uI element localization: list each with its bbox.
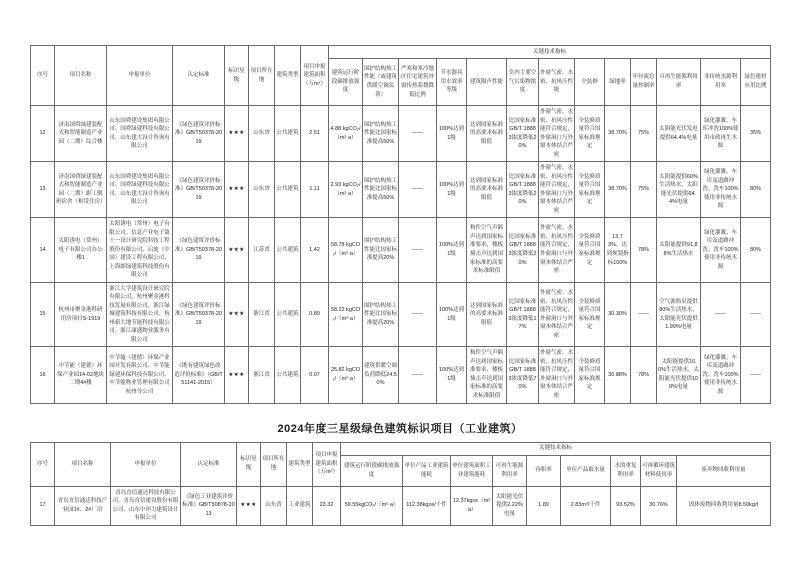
table-cell: 100%达到1级 (437, 162, 467, 218)
table-cell: 78% (631, 218, 657, 283)
table-cell: 济南国舜绿建装配式和智能制造产业园（二期）综合楼 (55, 106, 107, 162)
table-header (31, 442, 771, 486)
column-header: 建筑类型 (287, 442, 313, 486)
table-cell: 太阳能光伏提供2.22%电量 (493, 486, 527, 525)
table-cell: 0.07 (301, 347, 329, 403)
table-cell: 全装修质量符合国家标准规定 (575, 218, 605, 283)
column-header: 建筑类型 (275, 46, 301, 106)
table-cell: 80% (741, 218, 771, 283)
green-building-industrial-table (30, 442, 771, 526)
table-cell: 公共建筑 (275, 106, 301, 162)
star-rating: ★★★ (225, 162, 249, 218)
key-tech-indicators-header: 关键技术指标 (341, 442, 771, 455)
table-cell: 达到国家标准的高要求标准限值 (467, 106, 507, 162)
column-subheader: 可再生能源利用率 (493, 455, 527, 486)
table-cell: 《绿色建筑评价标准》GB/T50378-2019 (173, 162, 225, 218)
table-cell: 外窗气密、水密、抗风压性能符合规定，外窗洞口与外窗本体结合严密 (539, 106, 575, 162)
column-subheader: 非传统水源利用率 (701, 59, 741, 106)
table-cell: 100%达到1级 (437, 282, 467, 347)
table-cell: 比国家标准GB/T 18883浓度降低17% (507, 282, 539, 347)
table-cell: 2.93 kgCO₂/（m²·a） (329, 162, 363, 218)
table-body (31, 486, 771, 525)
column-header: 标识星级 (237, 442, 261, 486)
column-subheader: 建筑运行阶段碳排放强度 (329, 59, 363, 106)
table-cell: 太阳能光伏发电提供64.4%电量 (657, 106, 701, 162)
column-header: 项目申报建筑面积（万m²） (301, 46, 329, 106)
table-cell: 《绿色建筑评价标准》GB/T50378-2019 (173, 218, 225, 283)
table-cell: 公共建筑 (275, 347, 301, 403)
table-cell: 浙江大学建筑设计研究院有限公司、杭州聚金港科技发展有限公司、浙江绿城建筑科技有限公司、杭州新大地节能科技有限公司、浙江康盛物业服务有限公司 (107, 282, 173, 347)
table-cell: 《既有建筑绿色改造评价标准》（GB/T 51141-2015） (173, 347, 225, 403)
table-cell: 外窗气密、水密、抗风压性能符合规定，外窗洞口与外窗本体结合严密 (539, 218, 575, 283)
table-cell: 13.73%，达到规划指标100% (605, 218, 631, 283)
table-cell: 太阳能提供60%生活热水，太阳能光伏提供64.4%电量 (657, 162, 701, 218)
table-cell: 达到国家标准的高要求标准限值 (467, 162, 507, 218)
column-subheader: 全装修 (575, 59, 605, 106)
table-cell: —— (701, 282, 741, 347)
table-cell: 80% (741, 162, 771, 218)
table-cell: 30.76% (641, 486, 677, 525)
table-cell: 30.88% (605, 347, 631, 403)
table-cell: 中节能（建德）环保产业园14-02地块二期4#楼 (55, 347, 107, 403)
column-header: 项目申报建筑面积（万m²） (313, 442, 341, 486)
table-cell: 23.32 (313, 486, 341, 525)
table-cell: 江苏省 (249, 218, 275, 283)
column-subheader: 绿色建材应用比例 (741, 59, 771, 106)
column-header: 项目名称 (55, 442, 111, 486)
table-cell: 15 (31, 282, 55, 347)
table-cell: 59.55kgCO₂/（m²·a） (341, 486, 403, 525)
table-cell: 固体废物回收利用量8.50kg/t (677, 486, 771, 525)
table-cell: 比国家标准GB/T 18883浓度降低20% (507, 162, 539, 218)
table-cell: 13 (31, 162, 55, 218)
column-subheader: 节水器具用水效率等级 (437, 59, 467, 106)
table-cell: 0.89 (301, 282, 329, 347)
table-row (31, 486, 771, 525)
table-cell: 太阳能提供100%生活热水，太阳能光伏提供100%电量 (657, 347, 701, 403)
column-subheader: 外窗气密、水密、抗风压性能 (539, 59, 575, 106)
column-subheader: 可再生能源利用率 (657, 59, 701, 106)
table-cell: 公共建筑 (275, 282, 301, 347)
table-cell: 比国家标准GB/T 18883浓度降低20% (507, 106, 539, 162)
table-cell: 太阳诱电（常州）电子有限公司办公楼1 (55, 218, 107, 283)
column-subheader: 绿地率 (605, 59, 631, 106)
table-cell: 构件空气声隔声达到国家标准要求，楼板撞击声达到国家标准的高要求标准限值 (467, 347, 507, 403)
table-cell: 青岛直信通达科技产业园1#、2#厂房 (55, 486, 111, 525)
table-cell: 38.70% (605, 106, 631, 162)
table-cell: —— (399, 282, 437, 347)
table-row (31, 347, 771, 403)
column-header: 申报单位 (111, 442, 181, 486)
table-cell: 山东省 (261, 486, 287, 525)
table-cell: 100%达到1级 (437, 106, 467, 162)
table-cell: 空气源热泵提供80%生活热水，太阳能光伏提供1.99%电量 (657, 282, 701, 347)
table-cell: —— (399, 106, 437, 162)
key-tech-indicators-header: 关键技术指标 (329, 46, 771, 59)
table-cell: 58.22 kgCO₂/（m²·a） (329, 282, 363, 347)
table-header (31, 46, 771, 106)
star-rating: ★★★ (237, 486, 261, 525)
table-cell: 构件空气声隔声达到国家标准要求，楼板撞击声达到国家标准的高要求标准限值 (467, 218, 507, 283)
table-cell: 全装修质量符合国家标准规定 (575, 106, 605, 162)
table-cell: 绿化灌溉、车库及道路冲洗、洗车100%使用非传统水源 (701, 218, 741, 283)
table-cell: 12 (31, 106, 55, 162)
table-cell: —— (741, 282, 771, 347)
table-cell: 35% (741, 106, 771, 162)
column-header: 申报单位 (107, 46, 173, 106)
table-cell: 17 (31, 486, 55, 525)
table-cell: 75% (631, 162, 657, 218)
column-header: 序号 (31, 46, 55, 106)
column-subheader: 年径流总量控制率 (631, 59, 657, 106)
table-cell: 绿化灌溉、车库及道路冲洗、洗车100%使用非传统水源 (701, 347, 741, 403)
column-header: 项目所在地 (261, 442, 287, 486)
table-cell: 太阳能提供91.88%生活热水 (657, 218, 701, 283)
table-cell: 围护结构热工性能比国家标准提高20% (363, 282, 399, 347)
table-cell: 达到国家标准的高要求标准限值 (467, 282, 507, 347)
star-rating: ★★★ (225, 106, 249, 162)
table-cell: 山东国舜建设集团有限公司、国舜绿建科技有限公司、山东建大设计咨询有限公司 (107, 162, 173, 218)
table-cell: 30.30% (605, 282, 631, 347)
table-cell: 浙江省 (249, 282, 275, 347)
table-row (31, 282, 771, 347)
column-subheader: 围护结构热工性能（或建筑供暖空调负荷） (363, 59, 399, 106)
table-cell: 山东国舜建设集团有限公司、国舜绿建科技有限公司、山东建大设计咨询有限公司 (107, 106, 173, 162)
column-subheader: 可再循环建筑材料使用率 (641, 455, 677, 486)
star-rating: ★★★ (225, 347, 249, 403)
table-cell: 建筑供暖空调负荷降低24.50% (363, 347, 399, 403)
table-cell: 58.78 kgCO₂/（m²·a） (329, 218, 363, 283)
column-header: 项目名称 (55, 46, 107, 106)
table-cell: 工业建筑 (287, 486, 313, 525)
table-cell: 《绿色工业建筑评价标准》GB/T50878-2013 (181, 486, 237, 525)
table-cell: 1.42 (301, 218, 329, 283)
column-subheader: 建筑运行阶段碳排放强度 (341, 455, 403, 486)
table-cell: 《绿色建筑评价标准》GB/T50378-2019 (173, 282, 225, 347)
table-cell: 全装修质量符合国家标准规定 (575, 347, 605, 403)
table-cell: 山东省 (249, 106, 275, 162)
table-cell: 太阳诱电（常州）电子有限公司、信息产业电子第十一设计研究院科技工程股份有限公司、启迪（中国）建设工程有限公司、上海朗绿建筑科技股份有限公司 (107, 218, 173, 283)
table-cell: 93.52% (611, 486, 641, 525)
table-cell: 比国家标准GB/T 18883浓度降低70% (507, 347, 539, 403)
table-cell: 比国家标准GB/T 18883浓度降低20% (507, 218, 539, 283)
column-subheader: 单位产品取水量 (561, 455, 611, 486)
column-subheader: 建筑隔声性能 (467, 59, 507, 106)
table-cell: 1.11 (301, 162, 329, 218)
table-cell: 16 (31, 347, 55, 403)
table-cell: 围护结构热工性能比国家标准提高50% (363, 162, 399, 218)
table-cell: 1.89 (527, 486, 561, 525)
column-subheader: 废弃物回收利用量 (677, 455, 771, 486)
column-header: 序号 (31, 442, 55, 486)
column-subheader: 严寒和寒冷地区住宅建筑外窗传热系数降低比例 (399, 59, 437, 106)
table-cell: 4.88 kgCO₂/（m²·a） (329, 106, 363, 162)
column-header: 项目所在地 (249, 46, 275, 106)
column-subheader: 室内主要空气污染物浓度 (507, 59, 539, 106)
table-cell: 112.38kgce/千件 (403, 486, 451, 525)
table-cell: 杭州市聚金港科研用房项目S-1919 (55, 282, 107, 347)
column-subheader: 容积率 (527, 455, 561, 486)
table-row (31, 218, 771, 283)
table-cell: 绿化灌溉、车库及道路冲洗、洗车100%使用非传统水源 (701, 162, 741, 218)
column-subheader: 水的重复利用率 (611, 455, 641, 486)
column-header: 认定标准 (173, 46, 225, 106)
table-cell: 围护结构热工性能比国家标准提高20% (363, 218, 399, 283)
table-cell: —— (741, 347, 771, 403)
table-cell: 2.83m³/千件 (561, 486, 611, 525)
green-building-public-table (30, 45, 771, 404)
table-cell: 25.82 kgCO₂/（m²·a） (329, 347, 363, 403)
star-rating: ★★★ (225, 218, 249, 283)
table-cell: 中节能（建德）环保产业园开发有限公司、中节能绿建环保科技有限公司、中节能物业管理有限公司杭州分公司 (107, 347, 173, 403)
column-header: 认定标准 (181, 442, 237, 486)
table-cell: 外窗气密、水密、抗风压性能符合规定，外窗洞口与外窗本体结合严密 (539, 162, 575, 218)
table-cell: 100%达到1级 (437, 218, 467, 283)
table-cell: —— (399, 162, 437, 218)
column-subheader: 单位建筑面积工业建筑能耗 (451, 455, 493, 486)
table-cell: 100%达到1级 (437, 347, 467, 403)
table-row (31, 106, 771, 162)
table-cell: 济南国舜绿建装配式和智能制造产业园（二期）职工倒班宿舍（租赁住房） (55, 162, 107, 218)
table-cell: 78% (631, 347, 657, 403)
table-cell: 外窗气密、水密、抗风压性能符合规定，外窗洞口与外窗本体结合严密 (539, 282, 575, 347)
table-cell: 青岛直信通达科技有限公司、青岛直信建设股份有限公司、山东中环力建筑设计有限公司 (111, 486, 181, 525)
column-subheader: 单位产品工业建筑能耗 (403, 455, 451, 486)
table-cell: —— (631, 282, 657, 347)
table-cell: 全装修质量符合国家标准规定 (575, 162, 605, 218)
table-cell: 38.70% (605, 162, 631, 218)
table-cell: 《绿色建筑评价标准》GB/T50378-2019 (173, 106, 225, 162)
table-cell: 围护结构热工性能比国家标准提高50% (363, 106, 399, 162)
table-cell: 14 (31, 218, 55, 283)
table-cell: 浙江省 (249, 347, 275, 403)
table-cell: —— (399, 347, 437, 403)
table-cell: —— (399, 218, 437, 283)
table-cell: 12.37kgce（m²·a） (451, 486, 493, 525)
industrial-table-title: 2024年度三星级绿色建筑标识项目（工业建筑） (277, 422, 523, 435)
table-cell: 外窗气密、水密、抗风压性能符合规定，外窗洞口与外窗本体结合严密 (539, 347, 575, 403)
star-rating: ★★★ (225, 282, 249, 347)
table-cell: 2.51 (301, 106, 329, 162)
table-row (31, 162, 771, 218)
table-cell: 全装修质量符合国家标准规定 (575, 282, 605, 347)
table-cell: 75% (631, 106, 657, 162)
table-cell: 公共建筑 (275, 162, 301, 218)
table-body (31, 106, 771, 404)
table-cell: 公共建筑 (275, 218, 301, 283)
table-cell: 山东省 (249, 162, 275, 218)
column-header: 标识星级 (225, 46, 249, 106)
table-cell: 绿化灌溉、车库冲洗100%使用市政再生水源 (701, 106, 741, 162)
